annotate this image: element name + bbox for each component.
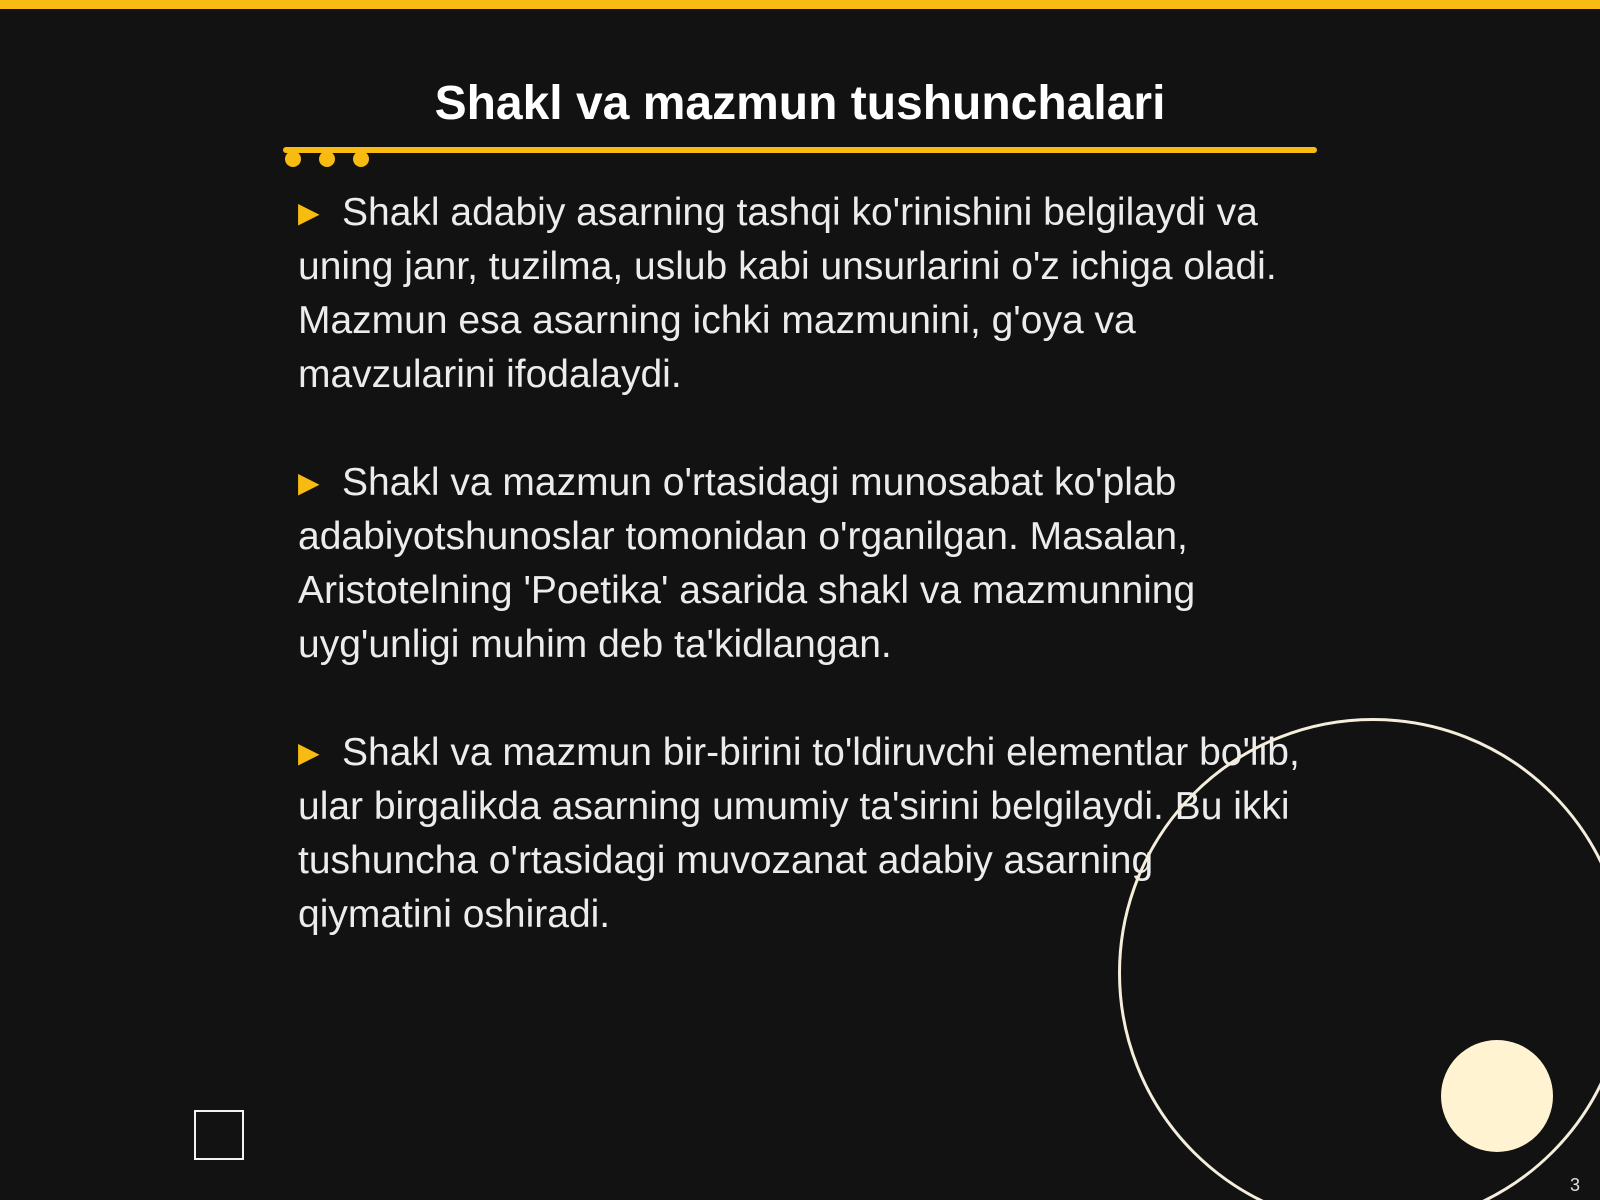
bullet-item-2 <box>298 456 1308 672</box>
title-underline <box>283 147 1317 153</box>
bullet-text-3: Shakl va mazmun bir-birini to'ldiruvchi elementlar bo'lib, ular birgalikda asarning umumiy ta'sirini belgilaydi. Bu ikki tushuncha o'rtasidagi muvozanat adabiy asarning qiymatini oshiradi. <box>298 731 1300 936</box>
bullet-text-2: Shakl va mazmun o'rtasidagi munosabat ko'plab adabiyotshunoslar tomonidan o'rganilgan. Masalan, Aristotelning 'Poetika' asarida shakl va mazmunning uyg'unligi muhim deb ta'kidlangan. <box>298 461 1196 666</box>
bullet-arrow-icon: ▶ <box>298 467 320 498</box>
top-accent-bar <box>0 0 1600 9</box>
slide-title: Shakl va mazmun tushunchalari <box>434 77 1166 130</box>
decor-dot-1 <box>285 151 301 167</box>
decor-square <box>194 1110 244 1160</box>
bullet-arrow-icon: ▶ <box>298 737 320 768</box>
bullet-text-1: Shakl adabiy asarning tashqi ko'rinishini belgilaydi va uning janr, tuzilma, uslub kabi unsurlarini o'z ichiga oladi. Mazmun esa asarning ichki mazmunini, g'oya va mavzularini ifodalaydi. <box>298 191 1277 396</box>
decor-dot-2 <box>319 151 335 167</box>
decor-dot-3 <box>353 151 369 167</box>
decor-filled-circle <box>1441 1040 1553 1152</box>
bullet-arrow-icon: ▶ <box>298 197 320 228</box>
bullet-item-1 <box>298 186 1308 402</box>
page-number: 3 <box>1569 1175 1580 1195</box>
